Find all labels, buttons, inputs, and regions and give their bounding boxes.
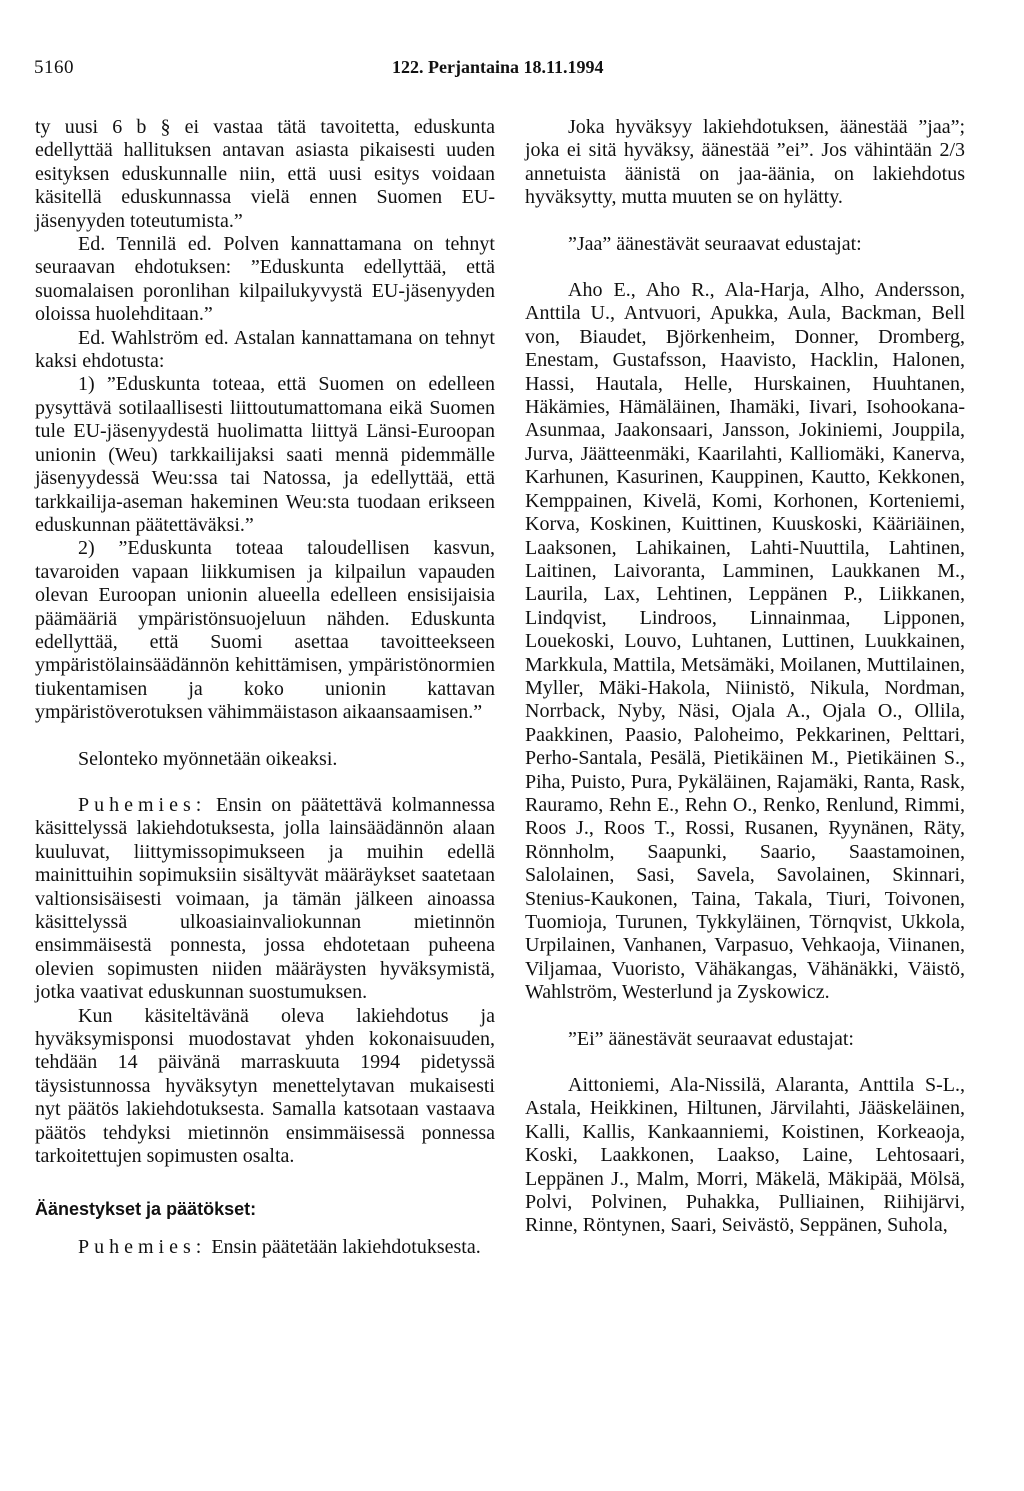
page-number: 5160 xyxy=(34,57,74,78)
right-column xyxy=(525,116,965,1238)
paragraph: Ed. Wahlström ed. Astalan kannattamana on tehnyt kaksi ehdotusta: xyxy=(35,326,495,373)
left-column xyxy=(35,116,495,1259)
speaker-label: Puhemies: xyxy=(78,1235,207,1258)
paragraph: Selonteko myönnetään oikeaksi. xyxy=(78,747,338,770)
paragraph: 1) ”Eduskunta toteaa, että Suomen on edelleen pysyttävä sotilaallisesti liittoutumattomana eikä Suomen tule EU-jäsenyydestä huolimatta liittyä Länsi-Euroopan unionin (Weu) tarkkailijaksi saati mennä pidemmälle jäsenyydessä Weu:ssa tai Natossa, ja edellyttää, että tarkkailija-aseman hakeminen Weu:sta tuodaan erikseen eduskunnan päätettäväksi.” xyxy=(35,373,495,536)
section-heading: Äänestykset ja päätökset: xyxy=(35,1199,257,1220)
no-votes-intro: ”Ei” äänestävät seuraavat edustajat: xyxy=(568,1027,854,1050)
yes-votes-intro: ”Jaa” äänestävät seuraavat edustajat: xyxy=(568,232,862,255)
speaker-label: Puhemies: xyxy=(78,793,207,816)
speaker-paragraph xyxy=(35,794,495,1005)
paragraph: Ed. Tennilä ed. Polven kannattamana on tehnyt seuraavan ehdotuksen: ”Eduskunta edellyttää, että suomalaisen poronlihan kilpailukyvystä EU-jäsenyyden oloissa huolehditaan.” xyxy=(35,233,495,326)
speaker-paragraph xyxy=(35,1236,495,1259)
speaker-text: Ensin on päätettävä kolmannessa käsittelyssä lakiehdotuksesta, jolla lainsäädännön alaan kuuluvat, liittymissopimukseen ja muihin edellä mainittuihin sopimuksiin sisältyvät määräykset saatetaan valtionsisäisesti voimaan, ja tämän jälkeen ainoassa käsittelyssä ulkoasiainvaliokunnan mietinnön ensimmäisestä ponnesta, jossa ehdotetaan puheena olevien sopimusten niiden määräysten hyväksymistä, jotka vaativat eduskunnan suostumuksen. xyxy=(35,793,495,1004)
yes-votes-list: Aho E., Aho R., Ala-Harja, Alho, Andersson, Anttila U., Antvuori, Apukka, Aula, Backman, Bell von, Biaudet, Björkenheim, Donner, Dromberg, Enestam, Gustafsson, Haavisto, Hacklin, Halonen, Hassi, Hautala, Helle, Hurskainen, Huuhtanen, Häkämies, Hämäläinen, Ihamäki, Iivari, Isohookana-Asunmaa, Jaakonsaari, Jansson, Jokiniemi, Jouppila, Jurva, Jäätteenmäki, Kaarilahti, Kalliomäki, Kanerva, Karhunen, Kasurinen, Kauppinen, Kautto, Kekkonen, Kemppainen, Kivelä, Komi, Korhonen, Korteniemi, Korva, Koskinen, Kuittinen, Kuuskoski, Kääriäinen, Laaksonen, Lahikainen, Lahti-Nuuttila, Lahtinen, Laitinen, Laivoranta, Lamminen, Laukkanen M., Laurila, Lax, Lehtinen, Leppänen P., Liikkanen, Lindqvist, Lindroos, Linnainmaa, Lipponen, Louekoski, Louvo, Luhtanen, Luttinen, Luukkainen, Markkula, Mattila, Metsämäki, Moilanen, Muttilainen, Myller, Mäki-Hakola, Niinistö, Nikula, Nordman, Norrback, Nyby, Näsi, Ojala A., Ojala O., Ollila, Paakkinen, Paasio, Paloheimo, Pekkarinen, Pelttari, Perho-Santala, Pesälä, Pietikäinen M., Pietikäinen S., Piha, Puisto, Pura, Pykäläinen, Rajamäki, Ranta, Rask, Rauramo, Rehn E., Rehn O., Renko, Renlund, Rimmi, Roos J., Roos T., Rossi, Rusanen, Ryynänen, Räty, Rönnholm, Saapunki, Saario, Saastamoinen, Salolainen, Sasi, Savela, Savolainen, Skinnari, Stenius-Kaukonen, Taina, Takala, Tiuri, Toivonen, Tuomioja, Turunen, Tykkyläinen, Törnqvist, Ukkola, Urpilainen, Vanhanen, Varpasuo, Vehkaoja, Viinanen, Viljamaa, Vuoristo, Vähäkangas, Vähänäkki, Väistö, Wahlström, Westerlund ja Zyskowicz. xyxy=(525,279,965,1004)
paragraph: 2) ”Eduskunta toteaa taloudellisen kasvun, tavaroiden vapaan liikkumisen ja kilpailun vapauden olevan Euroopan unionin alueella edelleen ensisijaisia päämääriä ympäristönsuojeluun nähden. Eduskunta edellyttää, että Suomi asettaa tavoitteekseen ympäristölainsäädännön kehittämisen, ympäristönormien tiukentamisen ja koko unionin kattavan ympäristöverotuksen vähimmäistason aikaansaamisen.” xyxy=(35,537,495,724)
paragraph: ty uusi 6 b § ei vastaa tätä tavoitetta, eduskunta edellyttää hallituksen antavan asiasta pikaisesti uuden esityksen eduskunnalle niin, että uusi esitys voidaan käsitellä eduskunnassa vielä ennen Suomen EU-jäsenyyden toteutumista.” xyxy=(35,116,495,232)
speaker-text: Ensin päätetään lakiehdotuksesta. xyxy=(206,1235,481,1258)
paragraph: Kun käsiteltävänä oleva lakiehdotus ja hyväksymisponsi muodostavat yhden kokonaisuuden, tehdään 14 päivänä marraskuuta 1994 pidetyssä täysistunnossa hyväksytyn menettelytavan mukaisesti nyt päätös lakiehdotuksesta. Samalla katsotaan vastaava päätös tehdyksi mietinnön ensimmäisessä ponnessa tarkoitettujen sopimusten osalta. xyxy=(35,1004,495,1168)
paragraph: Joka hyväksyy lakiehdotuksen, äänestää ”jaa”; joka ei sitä hyväksy, äänestää ”ei”. Jos vähintään 2/3 annetuista äänistä on jaa-äänia, on lakiehdotus hyväksytty, mutta muuten se on hylätty. xyxy=(525,116,965,209)
no-votes-list: Aittoniemi, Ala-Nissilä, Alaranta, Anttila S-L., Astala, Heikkinen, Hiltunen, Järvilahti, Jääskeläinen, Kalli, Kallis, Kankaanniemi, Koistinen, Korkeaoja, Koski, Laakkonen, Laakso, Laine, Lehtosaari, Leppänen J., Malm, Morri, Mäkelä, Mäkipää, Mölsä, Polvi, Polvinen, Puhakka, Pulliainen, Riihijärvi, Rinne, Röntynen, Saari, Seivästö, Seppänen, Suhola, xyxy=(525,1074,965,1237)
running-head: 122. Perjantaina 18.11.1994 xyxy=(392,57,604,77)
